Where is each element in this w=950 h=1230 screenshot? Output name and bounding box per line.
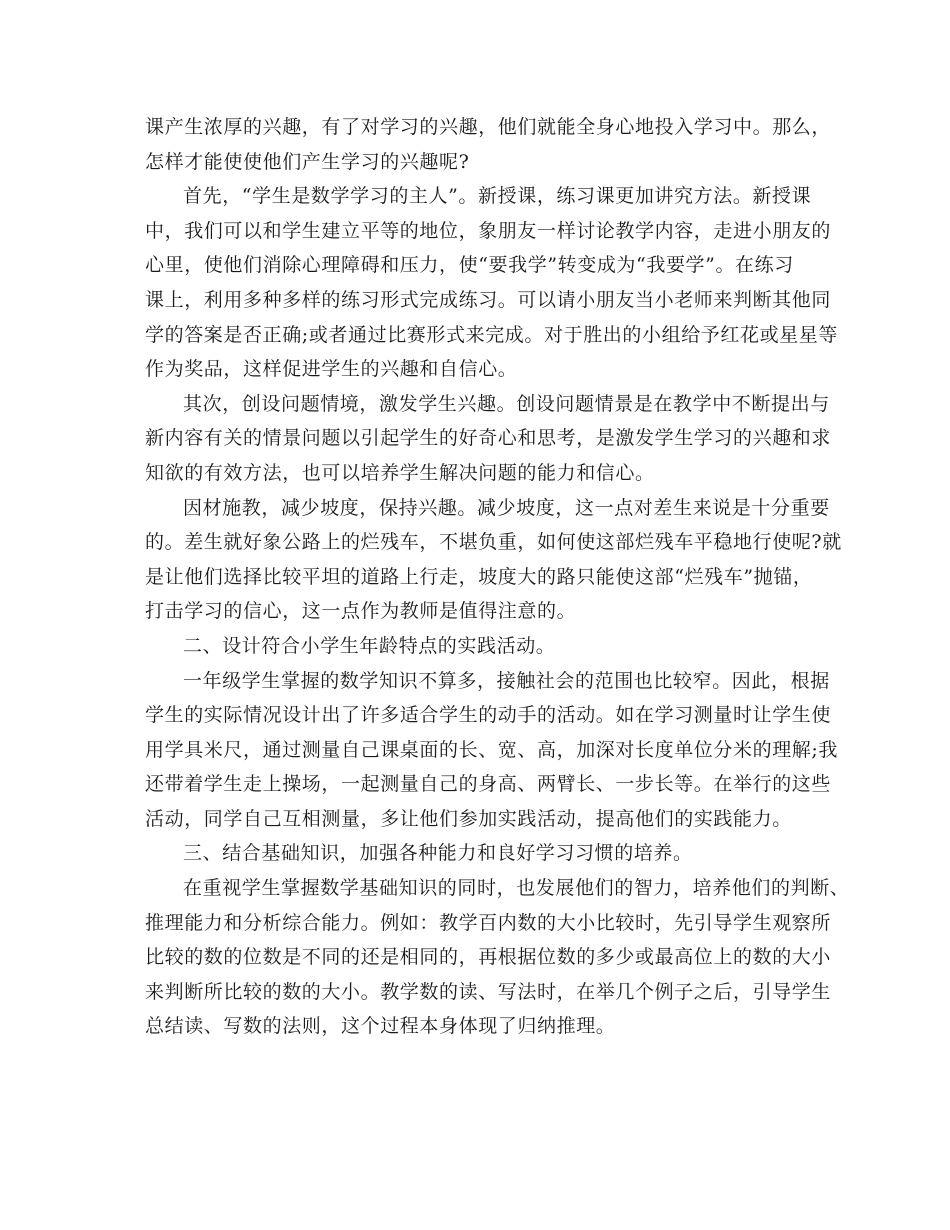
text-line: 推理能力和分析综合能力。例如：教学百内数的大小比较时，先引导学生观察所 [145, 911, 832, 934]
text-line: 中，我们可以和学生建立平等的地位，象朋友一样讨论教学内容，走进小朋友的 [145, 219, 832, 242]
text-line: 二、设计符合小学生年龄特点的实践活动。 [183, 634, 556, 657]
text-line: 因材施教，减少坡度，保持兴趣。减少坡度，这一点对差生来说是十分重要 [183, 496, 830, 519]
text-line: 知欲的有效方法，也可以培养学生解决问题的能力和信心。 [145, 461, 655, 484]
text-line: 学生的实际情况设计出了许多适合学生的动手的活动。如在学习测量时让学生使 [145, 704, 832, 727]
text-line: 用学具米尺，通过测量自己课桌面的长、宽、高，加深对长度单位分米的理解;我 [145, 738, 839, 761]
text-line: 课上，利用多种多样的练习形式完成练习。可以请小朋友当小老师来判断其他同 [145, 288, 832, 311]
text-line: 首先，“学生是数学学习的主人”。新授课，练习课更加讲究方法。新授课 [183, 185, 812, 208]
text-line: 一年级学生掌握的数学知识不算多，接触社会的范围也比较窄。因此，根据 [183, 669, 830, 692]
text-line: 怎样才能使使他们产生学习的兴趣呢? [145, 150, 470, 173]
text-line: 学的答案是否正确;或者通过比赛形式来完成。对于胜出的小组给予红花或星星等 [145, 323, 839, 346]
text-line: 课产生浓厚的兴趣，有了对学习的兴趣，他们就能全身心地投入学习中。那么， [145, 116, 832, 138]
text-line: 新内容有关的情景问题以引起学生的好奇心和思考，是激发学生学习的兴趣和求 [145, 427, 832, 450]
text-line: 来判断所比较的数的大小。教学数的读、写法时，在举几个例子之后，引导学生 [145, 980, 832, 1003]
text-line: 在重视学生掌握数学基础知识的同时，也发展他们的智力，培养他们的判断、 [183, 877, 850, 900]
text-line: 活动，同学自己互相测量，多让他们参加实践活动，提高他们的实践能力。 [145, 807, 792, 830]
document-body [145, 110, 850, 1044]
text-line: 比较的数的位数是不同的还是相同的，再根据位数的多少或最高位上的数的大小 [145, 946, 832, 969]
text-line: 总结读、写数的法则，这个过程本身体现了归纳推理。 [145, 1015, 616, 1038]
text-line: 还带着学生走上操场，一起测量自己的身高、两臂长、一步长等。在举行的这些 [145, 773, 832, 796]
text-line: 作为奖品，这样促进学生的兴趣和自信心。 [145, 358, 518, 381]
text-line: 三、结合基础知识，加强各种能力和良好学习习惯的培养。 [183, 842, 693, 865]
text-line: 心里，使他们消除心理障碍和压力，使“要我学”转变成为“我要学”。在练习 [145, 254, 794, 277]
text-line: 打击学习的信心，这一点作为教师是值得注意的。 [145, 600, 577, 623]
text-line: 的。差生就好象公路上的烂残车，不堪负重，如何使这部烂残车平稳地行使呢?就 [145, 531, 842, 554]
text-line: 其次，创设问题情境，激发学生兴趣。创设问题情景是在教学中不断提出与 [183, 392, 830, 415]
text-line: 是让他们选择比较平坦的道路上行走，坡度大的路只能使这部“烂残车”抛锚， [145, 565, 813, 588]
